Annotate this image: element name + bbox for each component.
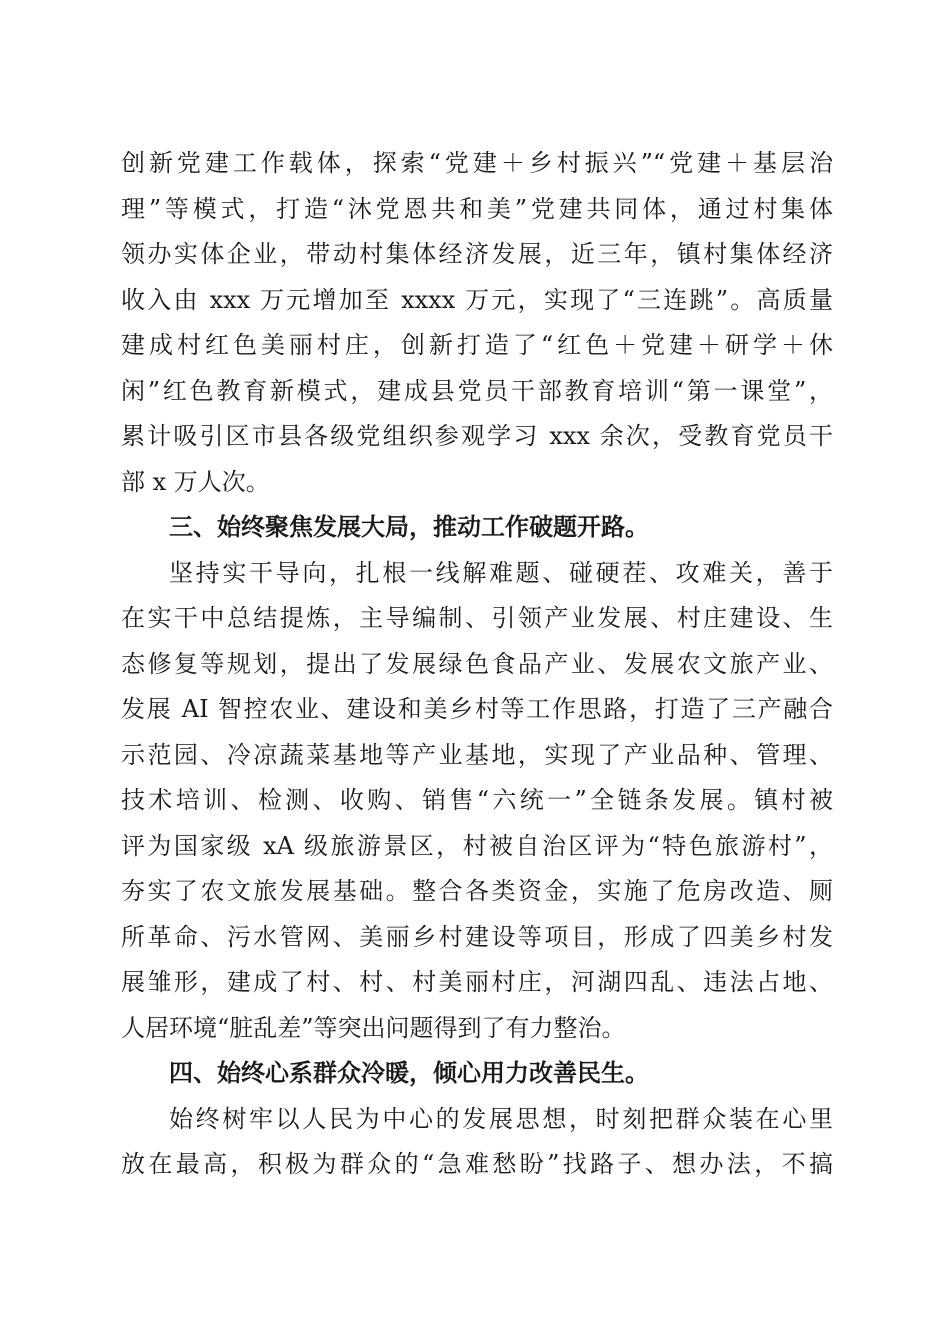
paragraph-line: 发展 AI 智控农业、建设和美乡村等工作思路，打造了三产融合	[121, 695, 833, 723]
paragraph-line: 示范园、冷凉蔬菜基地等产业基地，实现了产业品种、管理、	[121, 740, 833, 769]
document-body	[121, 141, 833, 1188]
paragraph-2	[121, 551, 833, 1052]
paragraph-line: 收入由 xxx 万元增加至 xxxx 万元，实现了“三连跳”。高质量	[121, 285, 833, 314]
paragraph-line: 态修复等规划，提出了发展绿色食品产业、发展农文旅产业、	[121, 649, 833, 678]
paragraph-line: 创新党建工作载体，探索“党建＋乡村振兴”“党建＋基层治	[121, 149, 833, 177]
paragraph-line: 闲”红色教育新模式，建成县党员干部教育培训“第一课堂”，	[121, 376, 833, 405]
paragraph-line: 放在最高，积极为群众的“急难愁盼”找路子、想办法，不搞	[121, 1150, 833, 1178]
section-heading-4: 四、始终心系群众冷暖，倾心用力改善民生。	[169, 1059, 649, 1087]
paragraph-line: 评为国家级 xA 级旅游景区，村被自治区评为“特色旅游村”，	[121, 831, 833, 860]
paragraph-line: 技术培训、检测、收购、销售“六统一”全链条发展。镇村被	[121, 786, 833, 814]
paragraph-line: 在实干中总结提炼，主导编制、引领产业发展、村庄建设、生	[121, 604, 833, 632]
paragraph-line: 展雏形，建成了村、村、村美丽村庄，河湖四乱、违法占地、	[121, 968, 833, 996]
paragraph-line: 始终树牢以人民为中心的发展思想，时刻把群众装在心里	[169, 1104, 833, 1133]
section-heading-3: 三、始终聚焦发展大局，推动工作破题开路。	[169, 513, 649, 541]
paragraph-line: 理”等模式，打造“沐党恩共和美”党建共同体，通过村集体	[121, 194, 833, 223]
paragraph-line: 建成村红色美丽村庄，创新打造了“红色＋党建＋研学＋休	[121, 331, 833, 359]
paragraph-line: 部 x 万人次。	[121, 467, 270, 496]
paragraph-line: 领办实体企业，带动村集体经济发展，近三年，镇村集体经济	[121, 240, 833, 268]
paragraph-line: 夯实了农文旅发展基础。整合各类资金，实施了危房改造、厕	[121, 877, 833, 905]
paragraph-line: 累计吸引区市县各级党组织参观学习 xxx 余次，受教育党员干	[121, 422, 833, 450]
paragraph-line: 所革命、污水管网、美丽乡村建设等项目，形成了四美乡村发	[121, 922, 833, 951]
paragraph-line: 人居环境“脏乱差”等突出问题得到了有力整治。	[121, 1013, 626, 1042]
paragraph-3	[121, 1097, 833, 1188]
paragraph-line: 坚持实干导向，扎根一线解难题、碰硬茬、攻难关，善于	[169, 558, 833, 587]
paragraph-1	[121, 141, 833, 505]
